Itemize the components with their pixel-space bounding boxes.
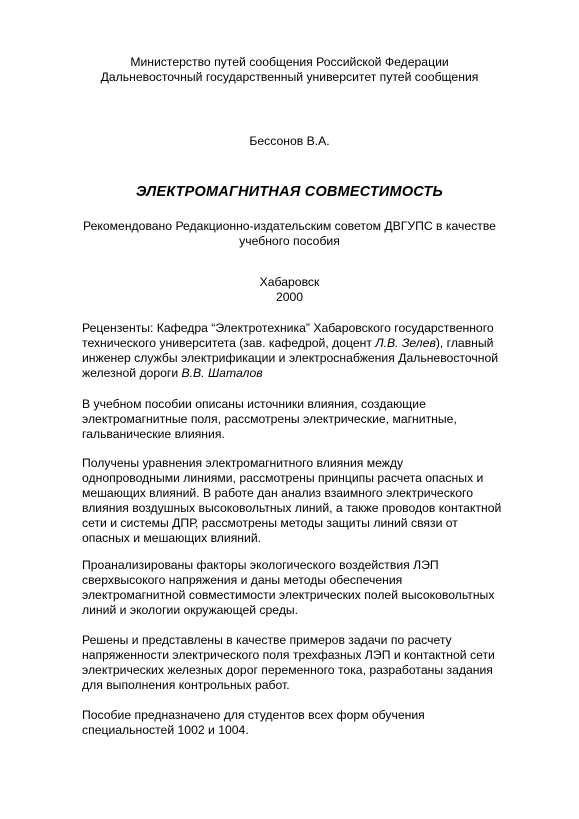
paragraph-line: линий и экологии окружающей среды. [82,603,299,617]
paragraph-line: влияния воздушных высоковольтных линий, а также проводов контактной [82,501,502,515]
document-title: ЭЛЕКТРОМАГНИТНАЯ СОВМЕСТИМОСТЬ [136,184,443,200]
abstract-paragraph-2 [82,456,542,546]
institution-header [0,55,579,85]
reviewers-text: технического университета (зав. кафедрой, доцент [82,336,376,350]
paragraph-line: гальванические влияния. [82,427,225,441]
paragraph-line: электрических железных дорог переменного тока, разработаны задания [82,663,493,677]
abstract-paragraph-3 [82,558,542,618]
paragraph-line: сети и системы ДПР, рассмотрены методы защиты линий связи от [82,516,458,530]
reviewers-paragraph [82,321,542,381]
abstract-paragraph-4 [82,633,542,693]
paragraph-line: Получены уравнения электромагнитного влияния между [82,456,404,470]
imprint-year: 2000 [275,290,304,304]
paragraph-line: электромагнитные поля, рассмотрены электрические, магнитные, [82,412,457,426]
paragraph-line: специальностей 1002 и 1004. [82,723,249,737]
paragraph-line: В учебном пособии описаны источники влияния, создающие [82,397,426,411]
recommendation-note [60,219,519,249]
paragraph-line: сверхвысокого напряжения и даны методы обеспечения [82,573,403,587]
recommendation-line-2: учебного пособия [239,234,340,248]
paragraph-line: Решены и представлены в качестве примеров задачи по расчету [82,633,452,647]
paragraph-line: напряженности электрического поля трехфазных ЛЭП и контактной сети [82,648,495,662]
imprint-city: Хабаровск [259,275,320,289]
university-line: Дальневосточный государственный университет путей сообщения [100,70,479,84]
ministry-line: Министерство путей сообщения Российской Федерации [130,55,449,69]
paragraph-line: Проанализированы факторы экологического воздействия ЛЭП [82,558,439,572]
reviewers-text: железной дороги [82,366,182,380]
recommendation-line-1: Рекомендовано Редакционно-издательским советом ДВГУПС в качестве [83,219,496,233]
paragraph-line: однопроводными линиями, рассмотрены принципы расчета опасных и [82,471,484,485]
reviewer-name: Л.В. Зелев [375,336,436,350]
reviewers-line: Рецензенты: Кафедра “Электротехника” Хабаровского государственного [82,321,494,335]
reviewers-line: инженер службы электрификации и электроснабжения Дальневосточной [82,351,499,365]
reviewers-text: ), главный [435,336,494,350]
abstract-paragraph-1 [82,397,542,442]
paragraph-line: Пособие предназначено для студентов всех форм обучения [82,708,425,722]
paragraph-line: электромагнитной совместимости электрических полей высоковольтных [82,588,495,602]
reviewers-line [82,366,542,381]
reviewer-name: В.В. Шаталов [181,366,263,380]
paragraph-line: мешающих влияний. В работе дан анализ взаимного электрического [82,486,473,500]
reviewers-line [82,336,542,351]
author-name: Бессонов В.А. [249,134,330,148]
paragraph-line: опасных и мешающих влияний. [82,531,262,545]
paragraph-line: для выполнения контрольных работ. [82,678,290,692]
imprint [0,275,579,305]
abstract-paragraph-5 [82,708,542,738]
